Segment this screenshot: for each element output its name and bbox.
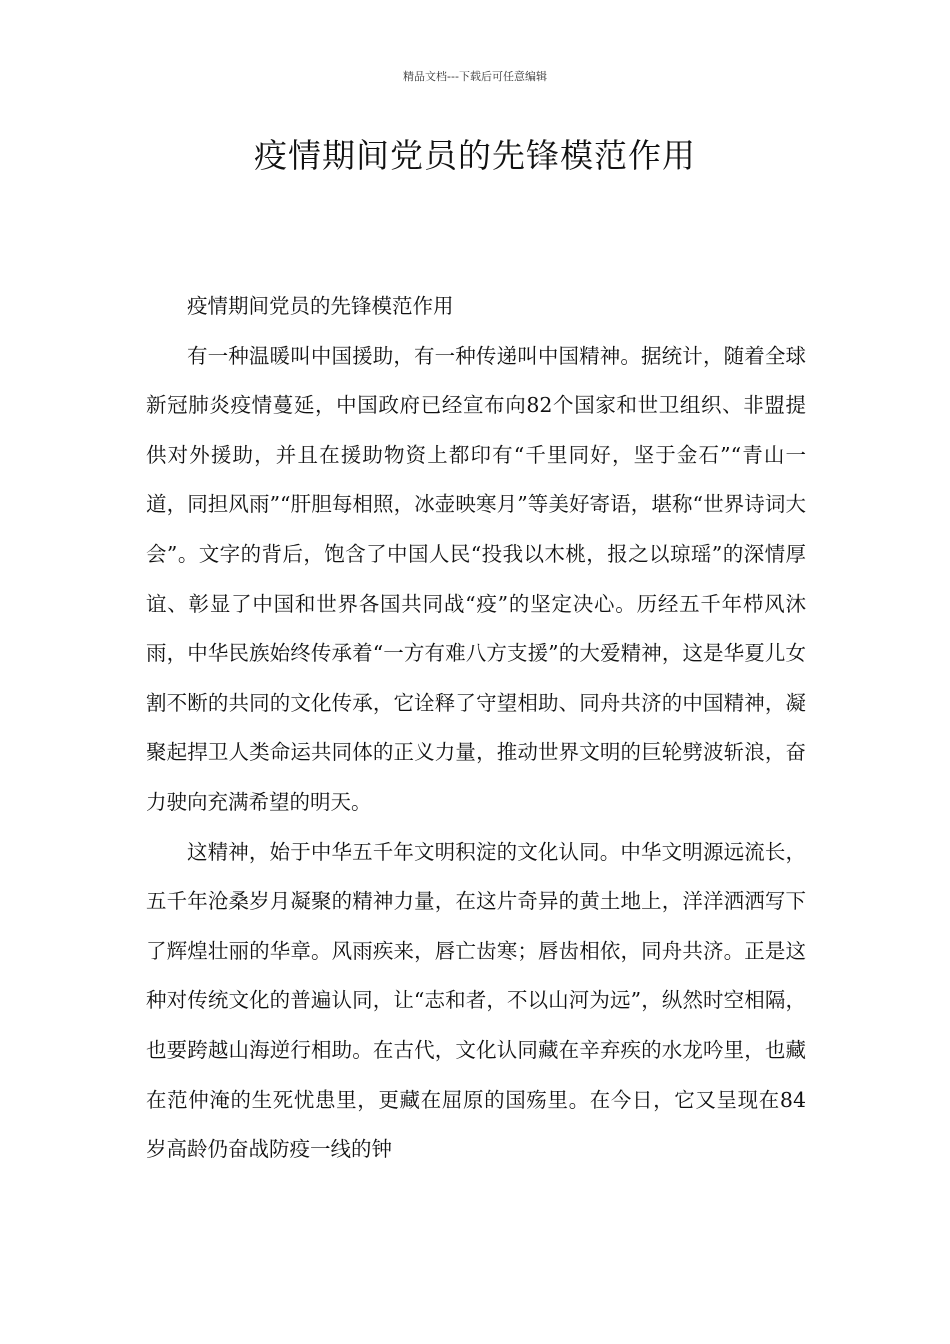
paragraph: 这精神，始于中华五千年文明积淀的文化认同。中华文明源远流长，五千年沧桑岁月凝聚的精神力量，在这片奇异的黄土地上，洋洋洒洒写下了辉煌壮丽的华章。风雨疾来，唇亡齿寒；唇齿相依，同舟共济。正是这种对传统文化的普遍认同，让“志和者，不以山河为远”，纵然时空相隔，也要跨越山海逆行相助。在古代，文化认同藏在辛弃疾的水龙吟里，也藏在范仲淹的生死忧患里，更藏在屈原的国殇里。在今日，它又呈现在84岁高龄仍奋战防疫一线的钟 — [146, 839, 806, 1162]
header-note: 精品文档---下载后可任意编辑 — [403, 70, 547, 83]
document-title: 疫情期间党员的先锋模范作用 — [254, 136, 696, 175]
paragraph: 有一种温暖叫中国援助，有一种传递叫中国精神。据统计，随着全球新冠肺炎疫情蔓延，中国政府已经宣布向82个国家和世卫组织、非盟提供对外援助，并且在援助物资上都印有“千里同好，坚于金石”“青山一道，同担风雨”“肝胆每相照，冰壶映寒月”等美好寄语，堪称“世界诗词大会”。文字的背后，饱含了中国人民“投我以木桃，报之以琼瑶”的深情厚谊、彰显了中国和世界各国共同战“疫”的坚定决心。历经五千年栉风沐雨，中华民族始终传承着“一方有难八方支援”的大爱精神，这是华夏儿女割不断的共同的文化传承，它诠释了守望相助、同舟共济的中国精神，凝聚起捍卫人类命运共同体的正义力量，推动世界文明的巨轮劈波斩浪，奋力驶向充满希望的明天。 — [146, 343, 806, 814]
paragraph-subtitle: 疫情期间党员的先锋模范作用 — [187, 294, 454, 318]
document-body — [146, 282, 806, 1175]
